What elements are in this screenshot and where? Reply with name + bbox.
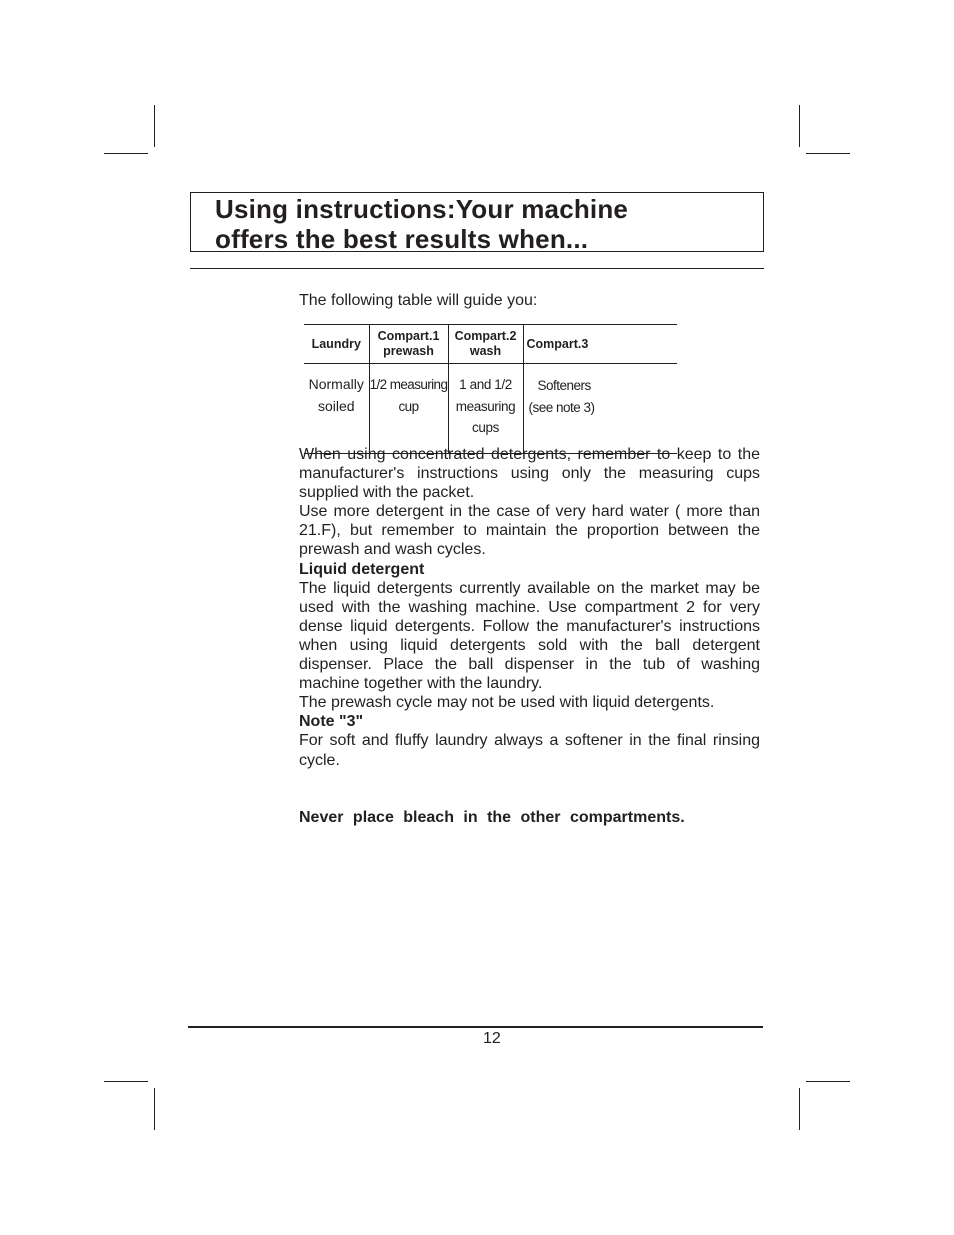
paragraph-liquid-detergents: The liquid detergents currently available on the market may be used with the washing machine. Use compartment 2 for very dense liquid detergents. Follow the manufacturer's instructions when using liquid detergents sold with the ball detergent dispenser. Place the ball dispenser in the tub of washing machine together with the laundry. xyxy=(299,579,760,693)
cell-compart-1: 1/2 measuring cup xyxy=(369,364,448,454)
title-divider xyxy=(190,268,764,269)
page-number: 12 xyxy=(483,1030,501,1047)
header-compart-3: Compart.3 xyxy=(523,325,677,364)
cell-compart-3: Softeners (see note 3) xyxy=(523,364,677,454)
body-text xyxy=(299,445,760,770)
cell-compart-2: 1 and 1/2 measuring cups xyxy=(448,364,523,454)
paragraph-prewash-liquid: The prewash cycle may not be used with liquid detergents. xyxy=(299,694,715,712)
header-laundry: Laundry xyxy=(311,336,361,351)
crop-mark-top-left-vertical xyxy=(154,105,155,147)
note-3-heading: Note "3" xyxy=(299,713,364,731)
footer-divider xyxy=(188,1026,763,1028)
crop-mark-bottom-right-horizontal xyxy=(806,1081,850,1082)
page-title-line-1: Using instructions:Your machine xyxy=(215,194,629,224)
table-row xyxy=(304,364,677,454)
crop-mark-top-right-vertical xyxy=(799,105,800,147)
bleach-warning: Never place bleach in the other compartments. xyxy=(299,809,685,826)
paragraph-concentrated-detergents: When using concentrated detergents, remember to keep to the manufacturer's instructions using only the measuring cups supplied with the packet. xyxy=(299,446,760,502)
header-compart-2: Compart.2 wash xyxy=(448,325,523,364)
page-title-line-2: offers the best results when... xyxy=(215,224,589,254)
crop-mark-bottom-left-horizontal xyxy=(104,1081,148,1082)
liquid-detergent-heading: Liquid detergent xyxy=(299,560,425,578)
page-title xyxy=(215,194,628,254)
paragraph-note-3: For soft and fluffy laundry always a softener in the final rinsing cycle. xyxy=(299,732,760,769)
intro-text: The following table will guide you: xyxy=(299,292,538,309)
crop-mark-bottom-right-vertical xyxy=(799,1088,800,1130)
table-header-row xyxy=(304,325,677,364)
crop-mark-bottom-left-vertical xyxy=(154,1088,155,1130)
crop-mark-top-right-horizontal xyxy=(806,153,850,154)
paragraph-hard-water: Use more detergent in the case of very hard water ( more than 21.F), but remember to maintain the proportion between the prewash and wash cycles. xyxy=(299,503,760,559)
title-box xyxy=(190,192,764,252)
header-compart-1: Compart.1 prewash xyxy=(369,325,448,364)
detergent-table xyxy=(304,324,677,454)
crop-mark-top-left-horizontal xyxy=(104,153,148,154)
cell-laundry: Normally soiled xyxy=(308,376,364,414)
